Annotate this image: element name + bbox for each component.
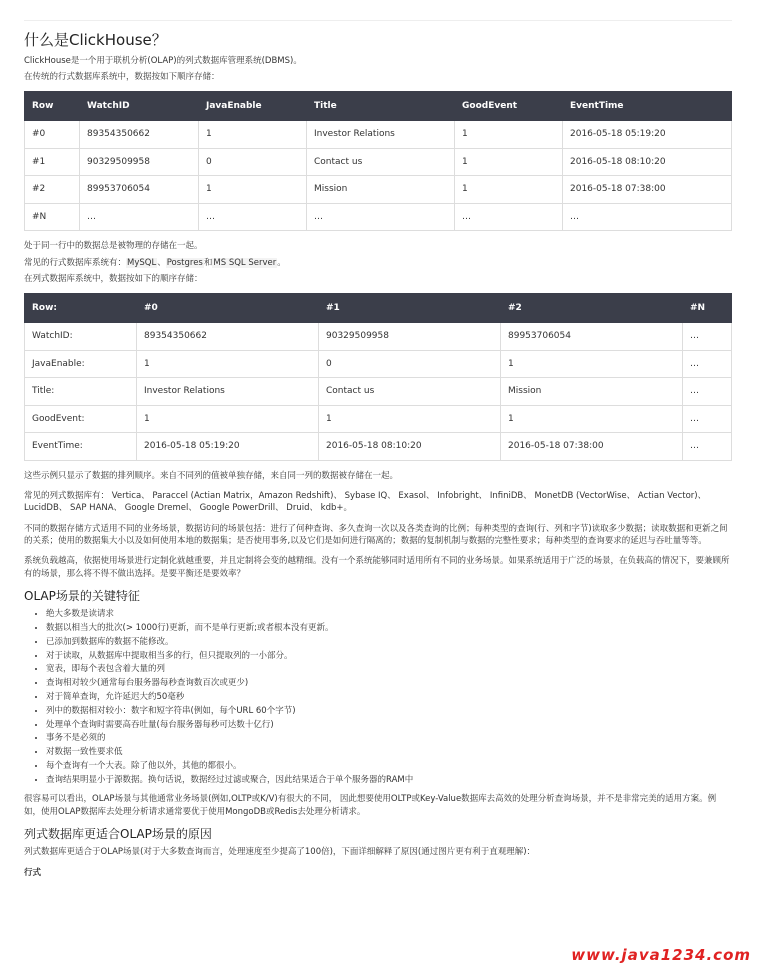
table-cell: #N xyxy=(25,203,80,231)
table-cell: 1 xyxy=(199,121,307,149)
olap-heading: OLAP场景的关键特征 xyxy=(24,589,140,603)
row-table-header-cell: EventTime xyxy=(563,92,732,121)
row-store-table xyxy=(24,91,732,231)
table-cell: 89354350662 xyxy=(80,121,199,149)
row-examples-and: 和 xyxy=(203,257,213,268)
table-cell: Mission xyxy=(501,378,683,406)
row-table-header-cell: Title xyxy=(307,92,455,121)
table-cell: 2016-05-18 07:38:00 xyxy=(501,433,683,461)
list-item: • 绝大多数是读请求 xyxy=(46,608,732,622)
table-cell: … xyxy=(199,203,307,231)
table-cell: … xyxy=(683,350,732,378)
col-table-header-cell: Row: xyxy=(25,294,137,323)
table-cell: 1 xyxy=(455,148,563,176)
col-table-header xyxy=(25,294,732,323)
column-store-examples: 常见的列式数据库有： Vertica、 Paraccel (Actian Matrix，Amazon Redshift)、 Sybase IQ、 Exasol、 Infobright、 InfiniDB、 MonetDB (VectorWise、 Actian Vector)、 LucidDB、 SAP HANA、 Google Dremel、 Google PowerDrill、 Druid、 kdb+。 xyxy=(24,491,707,514)
table-cell: WatchID: xyxy=(25,323,137,351)
table-row xyxy=(25,323,732,351)
table-row xyxy=(25,378,732,406)
row-examples-prefix: 常见的行式数据库系统有： xyxy=(24,257,127,268)
table-cell: 1 xyxy=(199,176,307,204)
load-paragraph: 系统负载越高，依据使用场景进行定制化就越重要，并且定制将会变的越精细。没有一个系统能够同时适用所有不同的业务场景。如果系统适用于广泛的场景，在负载高的情况下，要兼顾所有的场景，那么将不得不做出选择。是要平衡还是要效率？ xyxy=(24,556,730,579)
table-row xyxy=(25,350,732,378)
table-cell: Contact us xyxy=(319,378,501,406)
table-cell: Mission xyxy=(307,176,455,204)
table-cell: EventTime: xyxy=(25,433,137,461)
table-row xyxy=(25,405,732,433)
olap-features-list xyxy=(24,608,732,787)
table-cell: 2016-05-18 07:38:00 xyxy=(563,176,732,204)
table-cell: 1 xyxy=(501,405,683,433)
list-item: • 每个查询有一个大表。除了他以外，其他的都很小。 xyxy=(46,760,732,774)
table-row xyxy=(25,203,732,231)
table-cell: 1 xyxy=(137,350,319,378)
table-cell: #0 xyxy=(25,121,80,149)
page-title: 什么是ClickHouse？ xyxy=(24,31,167,49)
col-table-header-cell: #2 xyxy=(501,294,683,323)
table-cell: #2 xyxy=(25,176,80,204)
column-store-table xyxy=(24,293,732,461)
table-cell: 90329509958 xyxy=(80,148,199,176)
table-cell: … xyxy=(683,405,732,433)
table-cell: 2016-05-18 05:19:20 xyxy=(137,433,319,461)
row-table-header-cell: WatchID xyxy=(80,92,199,121)
olap-difference-paragraph: 很容易可以看出，OLAP场景与其他通常业务场景(例如,OLTP或K/V)有很大的不同， 因此想要使用OLTP或Key-Value数据库去高效的处理分析查询场景，并不是非常完美的适用方案。例如，使用OLAP数据库去处理分析请求通常要优于使用MongoDB或Redis去处理分析请求。 xyxy=(24,794,717,817)
table-cell: … xyxy=(80,203,199,231)
intro-paragraph: ClickHouse是一个用于联机分析(OLAP)的列式数据库管理系统(DBMS)。 xyxy=(24,55,302,66)
row-store-examples xyxy=(24,257,732,269)
col-table-header-cell: #1 xyxy=(319,294,501,323)
list-item: • 数据以相当大的批次(> 1000行)更新，而不是单行更新;或者根本没有更新。 xyxy=(46,622,732,636)
postgres-code: Postgres xyxy=(166,257,203,268)
table-cell: 1 xyxy=(455,176,563,204)
table-cell: … xyxy=(683,433,732,461)
table-cell: … xyxy=(307,203,455,231)
table-row xyxy=(25,121,732,149)
table-cell: JavaEnable: xyxy=(25,350,137,378)
list-item: • 宽表，即每个表包含着大量的列 xyxy=(46,663,732,677)
table-row xyxy=(25,433,732,461)
list-item: • 事务不是必须的 xyxy=(46,732,732,746)
row-examples-separator: 、 xyxy=(157,257,166,268)
table-cell: 2016-05-18 08:10:20 xyxy=(563,148,732,176)
site-watermark: www.java1234.com xyxy=(571,946,751,965)
table-cell: 89354350662 xyxy=(137,323,319,351)
list-item: • 已添加到数据库的数据不能修改。 xyxy=(46,636,732,650)
row-table-header-cell: Row xyxy=(25,92,80,121)
table-cell: 89953706054 xyxy=(501,323,683,351)
column-store-note: 这些示例只显示了数据的排列顺序。来自不同列的值被单独存储，来自同一列的数据被存储在一起。 xyxy=(24,470,399,481)
col-table-header-cell: #0 xyxy=(137,294,319,323)
table-cell: … xyxy=(563,203,732,231)
table-cell: … xyxy=(455,203,563,231)
col-table-header-cell: #N xyxy=(683,294,732,323)
table-cell: 1 xyxy=(137,405,319,433)
table-cell: Investor Relations xyxy=(137,378,319,406)
table-cell: Contact us xyxy=(307,148,455,176)
list-item: • 对于简单查询，允许延迟大约50毫秒 xyxy=(46,691,732,705)
list-item: • 处理单个查询时需要高吞吐量(每台服务器每秒可达数十亿行) xyxy=(46,719,732,733)
table-cell: 1 xyxy=(319,405,501,433)
table-cell: … xyxy=(683,378,732,406)
table-cell: GoodEvent: xyxy=(25,405,137,433)
article xyxy=(24,30,732,887)
row-store-intro: 在传统的行式数据库系统中，数据按如下顺序存储： xyxy=(24,72,220,83)
row-table-header-cell: GoodEvent xyxy=(455,92,563,121)
top-divider xyxy=(24,20,732,21)
table-cell: 90329509958 xyxy=(319,323,501,351)
list-item: • 对数据一致性要求低 xyxy=(46,746,732,760)
table-cell: Title: xyxy=(25,378,137,406)
col-store-intro: 在列式数据库系统中，数据按如下的顺序存储： xyxy=(24,274,203,284)
table-row xyxy=(25,148,732,176)
row-table-header-cell: JavaEnable xyxy=(199,92,307,121)
table-cell: 0 xyxy=(319,350,501,378)
row-store-note: 处于同一行中的数据总是被物理的存储在一起。 xyxy=(24,241,203,252)
row-examples-suffix: 。 xyxy=(277,257,286,268)
table-row xyxy=(25,176,732,204)
scenarios-paragraph: 不同的数据存储方式适用不同的业务场景，数据访问的场景包括：进行了何种查询、多久查询一次以及各类查询的比例；每种类型的查询(行、列和字节)读取多少数据；读取数据和更新之间的关系；使用的数据集大小以及如何使用本地的数据集；是否使用事务,以及它们是如何进行隔离的；数据的复制机制与数据的完整性要求；每种类型的查询要求的延迟与吞吐量等等。 xyxy=(24,523,728,547)
table-cell: 1 xyxy=(455,121,563,149)
why-columnar-heading: 列式数据库更适合OLAP场景的原因 xyxy=(24,826,212,841)
list-item: • 列中的数据相对较小：数字和短字符串(例如，每个URL 60个字节) xyxy=(46,705,732,719)
row-table-header xyxy=(25,92,732,121)
table-cell: 0 xyxy=(199,148,307,176)
list-item: • 查询相对较少(通常每台服务器每秒查询数百次或更少) xyxy=(46,677,732,691)
mysql-code: MySQL xyxy=(127,257,157,268)
table-cell: … xyxy=(683,323,732,351)
table-cell: Investor Relations xyxy=(307,121,455,149)
table-cell: 2016-05-18 05:19:20 xyxy=(563,121,732,149)
why-columnar-paragraph: 列式数据库更适合于OLAP场景(对于大多数查询而言，处理速度至少提高了100倍)，下面详细解释了原因(通过图片更有利于直观理解)： xyxy=(24,847,536,858)
mssql-code: MS SQL Server xyxy=(213,257,277,268)
list-item: • 查询结果明显小于源数据。换句话说，数据经过过滤或聚合，因此结果适合于单个服务器的RAM中 xyxy=(46,774,732,788)
row-store-label: 行式 xyxy=(24,867,42,878)
table-cell: 1 xyxy=(501,350,683,378)
table-cell: 2016-05-18 08:10:20 xyxy=(319,433,501,461)
list-item: • 对于读取，从数据库中提取相当多的行，但只提取列的一小部分。 xyxy=(46,650,732,664)
table-cell: 89953706054 xyxy=(80,176,199,204)
table-cell: #1 xyxy=(25,148,80,176)
